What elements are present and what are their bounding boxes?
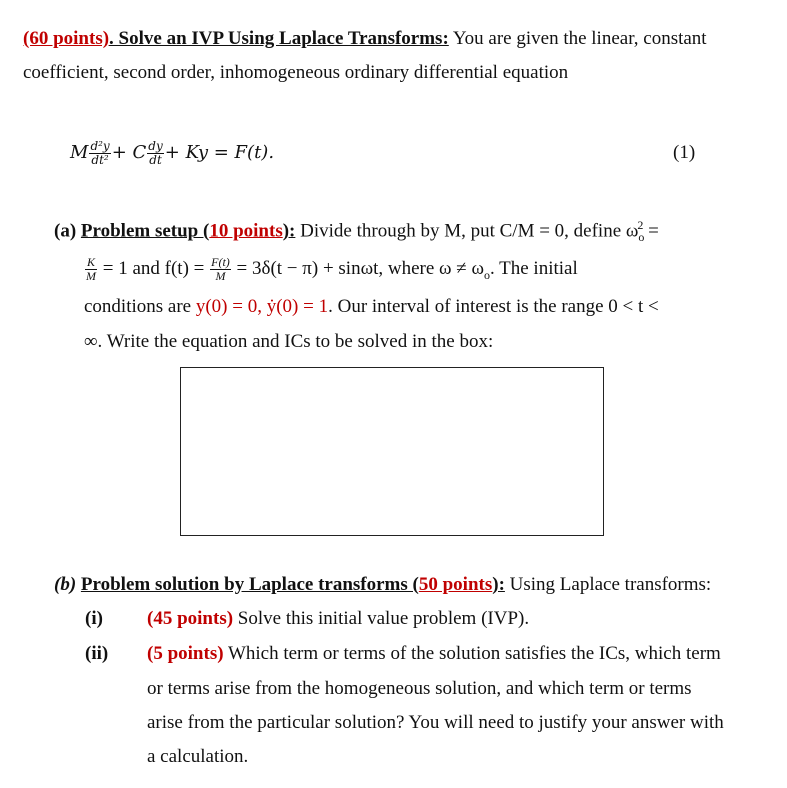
initial-conditions: y(0) = 0, ẏ(0) = 1 bbox=[195, 296, 329, 317]
part-a-line-1: (a) Problem setup (10 points): Divide through by M, put C/M = 0, define $\omega_o^2$ = bbox=[54, 218, 659, 245]
item-ii-text-3: arise from the particular solution? You will need to justify your answer with bbox=[147, 712, 724, 733]
intro-text-1: You are given the linear, constant bbox=[448, 28, 707, 49]
eq-damping: + C bbox=[111, 142, 147, 163]
intro-text-2: coefficient, second order, inhomogeneous ordinary differential equation bbox=[23, 62, 569, 83]
k-over-m: $\frac{K}{M}$ bbox=[86, 255, 96, 284]
eq-mass: M bbox=[70, 142, 89, 163]
item-ii-text-1: (5 points) Which term or terms of the solution satisfies the ICs, which term bbox=[147, 643, 721, 664]
item-i-label: (i) bbox=[85, 608, 103, 629]
equation-number: (1) bbox=[673, 142, 696, 163]
problem-heading bbox=[23, 27, 707, 51]
eq-second-derivative: $\frac{\text{d²y}}{\text{dt²}}$ bbox=[90, 138, 110, 167]
part-a-line-4: ∞. Write the equation and ICs to be solved in the box: bbox=[84, 331, 494, 352]
total-points: (60 points) bbox=[23, 28, 110, 49]
eq-rest: + Ky = F(t). bbox=[164, 142, 275, 163]
item-ii-text-4: a calculation. bbox=[147, 746, 249, 767]
item-ii-label: (ii) bbox=[85, 643, 109, 664]
ode-equation bbox=[70, 138, 274, 168]
part-a-label: (a) bbox=[54, 220, 81, 242]
f-over-m: $\frac{F(t)}{M}$ bbox=[211, 255, 230, 284]
item-i-text: (45 points) Solve this initial value problem (IVP). bbox=[147, 608, 530, 629]
eq-first-derivative: $\frac{dy}{dt}$ bbox=[148, 138, 163, 167]
problem-title: . Solve an IVP Using Laplace Transforms: bbox=[109, 28, 449, 49]
answer-box[interactable] bbox=[180, 367, 604, 536]
part-a-points: 10 points bbox=[209, 220, 283, 242]
part-b-heading: (b) Problem solution by Laplace transforms (50 points): Using Laplace transforms: bbox=[54, 574, 712, 595]
part-b-label: (b) bbox=[54, 574, 81, 595]
part-a-line-3: conditions are y(0) = 0, ẏ(0) = 1. Our interval of interest is the range 0 < t < bbox=[84, 296, 659, 317]
part-b-points: 50 points bbox=[418, 574, 493, 595]
item-i-points: (45 points) bbox=[147, 608, 234, 629]
part-a-line-2: $\frac{K}{M}$ = 1 and f(t) = $\frac{F(t)}{M}$ = 3δ(t − π) + sinωt, where $\omega \ne \omega_o$. The initial bbox=[86, 255, 578, 284]
item-ii-points: (5 points) bbox=[147, 643, 224, 664]
item-ii-text-2: or terms arise from the homogeneous solution, and which term or terms bbox=[147, 678, 692, 699]
